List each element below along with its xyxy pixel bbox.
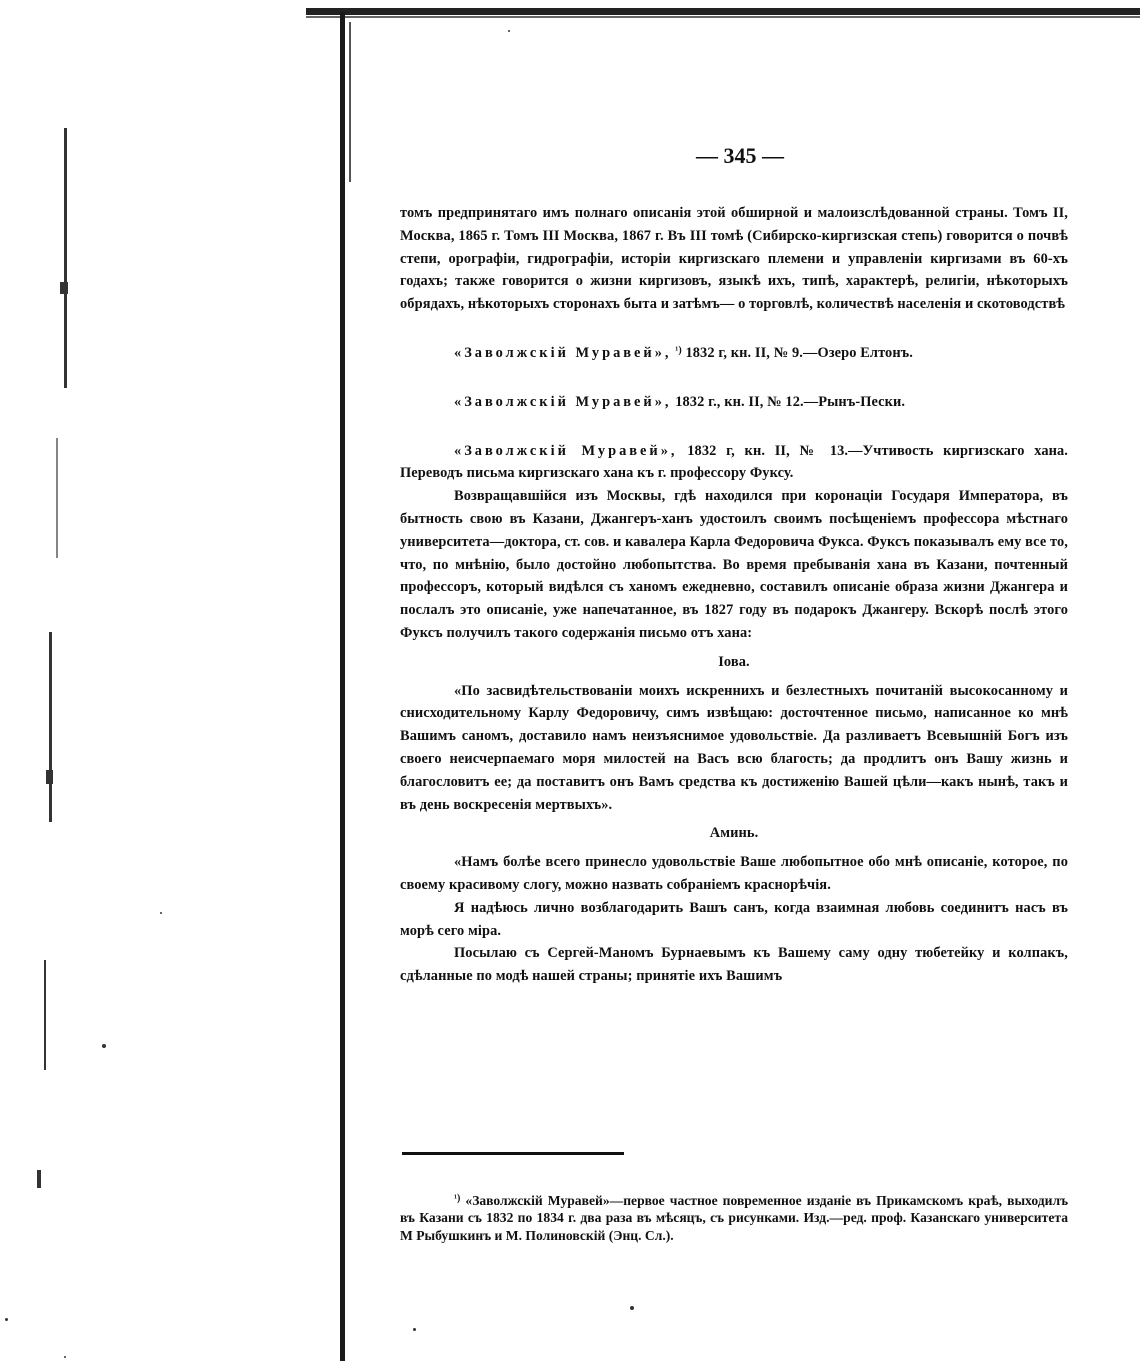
- footnote-marker: ¹): [454, 1192, 461, 1204]
- reference-entry-2: [400, 391, 1068, 414]
- reference-title: «Заволжскій Муравей»,: [454, 344, 672, 361]
- page-top-edge-shadow: [306, 16, 1140, 18]
- footnote-marker: ¹): [675, 344, 682, 356]
- reference-detail: 1832 г, кн. II, № 9.—Озеро Елтонъ.: [681, 344, 913, 361]
- letter-paragraph: Посылаю съ Сергей-Маномъ Бурнаевымъ къ Вашему саму одну тюбетейку и колпакъ, сдѣланные по модѣ нашей страны; принятіе ихъ Вашимъ: [400, 945, 1068, 985]
- letter-paragraph: «Намъ болѣе всего принесло удовольствіе Ваше любопытное обо мнѣ описаніе, которое, по своему красивому слогу, можно назвать собраніемъ краснорѣчія.: [400, 854, 1068, 893]
- letter-paragraph: «По засвидѣтельствованіи моихъ искреннихъ и безлестныхъ почитаній высокосанному и снисходительному Карлу Федоровичу, симъ извѣщаю: досточтенное письмо, написанное ко мнѣ Вашимъ саномъ, доставило намъ неизъяснимое удовольствіе. Да разливаетъ Всевышній Богъ изъ своего неисчерпаемаго моря милостей на Васъ всю благость; да продлитъ онъ Вашу жизнь и благословитъ ее; да поставитъ онъ Вамъ средства къ достиженію Вашей цѣли—какъ нынѣ, такъ и въ день воскресенія мертвыхъ».: [400, 682, 1068, 813]
- page-binding-shadow: [349, 22, 351, 182]
- page-top-edge: [306, 8, 1140, 15]
- scan-mark: [46, 770, 53, 784]
- footnote-divider: [402, 1152, 624, 1155]
- scan-speck: [160, 912, 162, 914]
- reference-entry-3: [400, 440, 1068, 486]
- footnote-text: «Заволжскій Муравей»—первое частное повременное изданіе въ Прикамскомъ краѣ, выходилъ въ Казани съ 1832 по 1834 г. два раза въ мѣсяцъ, съ рисунками. Изд.—ред. проф. Казанскаго университета М Рыбушкинъ и М. Полиновскій (Энц. Сл.).: [400, 1192, 1068, 1243]
- scan-speck: [5, 1318, 8, 1321]
- scan-speck: [630, 1306, 634, 1310]
- reference-title: «Заволжскій Муравей»,: [454, 442, 678, 459]
- scan-mark: [56, 438, 58, 558]
- scan-speck: [413, 1328, 416, 1331]
- reference-detail: 1832 г, кн. II, № 13.—Учтивость киргизскаго хана. Переводъ письма киргизскаго хана къ г. профессору Фуксу.: [400, 442, 1068, 482]
- reference-detail: 1832 г., кн. II, № 12.—Рынъ-Пески.: [671, 393, 906, 410]
- letter-heading: Аминь.: [709, 825, 759, 842]
- scan-speck: [508, 30, 510, 32]
- letter-heading: Іова.: [718, 653, 750, 670]
- page-binding-edge: [340, 12, 345, 1361]
- letter-paragraph: Я надѣюсь лично возблагодарить Вашъ санъ, когда взаимная любовь соединитъ насъ въ морѣ сего міра.: [400, 899, 1068, 939]
- page-body: [400, 202, 1068, 988]
- reference-entry-1: [400, 342, 1068, 365]
- paragraph-bibliography-continuation: томъ предпринятаго имъ полнаго описанія этой обширной и малоизслѣдованной страны. Томъ II, Москва, 1865 г. Томъ III Москва, 1867 г. Въ III томѣ (Сибирско-киргизская степь) говорится о почвѣ степи, орографіи, гидрографіи, исторіи киргизскаго племени и управленіи киргизами въ 60-хъ годахъ; также говорится о жизни киргизовъ, языкѣ ихъ, типѣ, характерѣ, религіи, нѣкоторыхъ обрядахъ, нѣкоторыхъ сторонахъ быта и затѣмъ— о торговлѣ, количествѣ населенія и скотоводствѣ: [400, 205, 1068, 313]
- scan-mark: [49, 632, 52, 822]
- scan-mark: [60, 282, 68, 294]
- footnote: [400, 1192, 1068, 1245]
- scan-mark: [37, 1170, 41, 1188]
- page-number: — 345 —: [696, 143, 784, 168]
- scan-mark: [44, 960, 46, 1070]
- reference-title: «Заволжскій Муравей»,: [454, 393, 672, 410]
- paragraph-narrative: Возвращавшійся изъ Москвы, гдѣ находился при коронаціи Государя Императора, въ бытность свою въ Казани, Джангеръ-ханъ удостоилъ своимъ посѣщеніемъ профессора мѣстнаго университета—доктора, ст. сов. и кавалера Карла Федоровича Фукса. Фуксъ показывалъ ему все то, что, по мнѣнію, было достойно любопытства. Во время пребыванія хана въ Казани, почтенный профессоръ, который видѣлся съ ханомъ ежедневно, составилъ описаніе образа жизни Джангера и послалъ это описаніе, уже напечатанное, въ 1827 году въ подарокъ Джангеру. Вскорѣ послѣ этого Фуксъ получилъ такого содержанія письмо отъ хана:: [400, 488, 1068, 641]
- scan-speck: [64, 1356, 66, 1358]
- left-margin-scan: [0, 0, 340, 1361]
- scan-mark: [64, 128, 67, 388]
- scan-speck: [102, 1044, 106, 1048]
